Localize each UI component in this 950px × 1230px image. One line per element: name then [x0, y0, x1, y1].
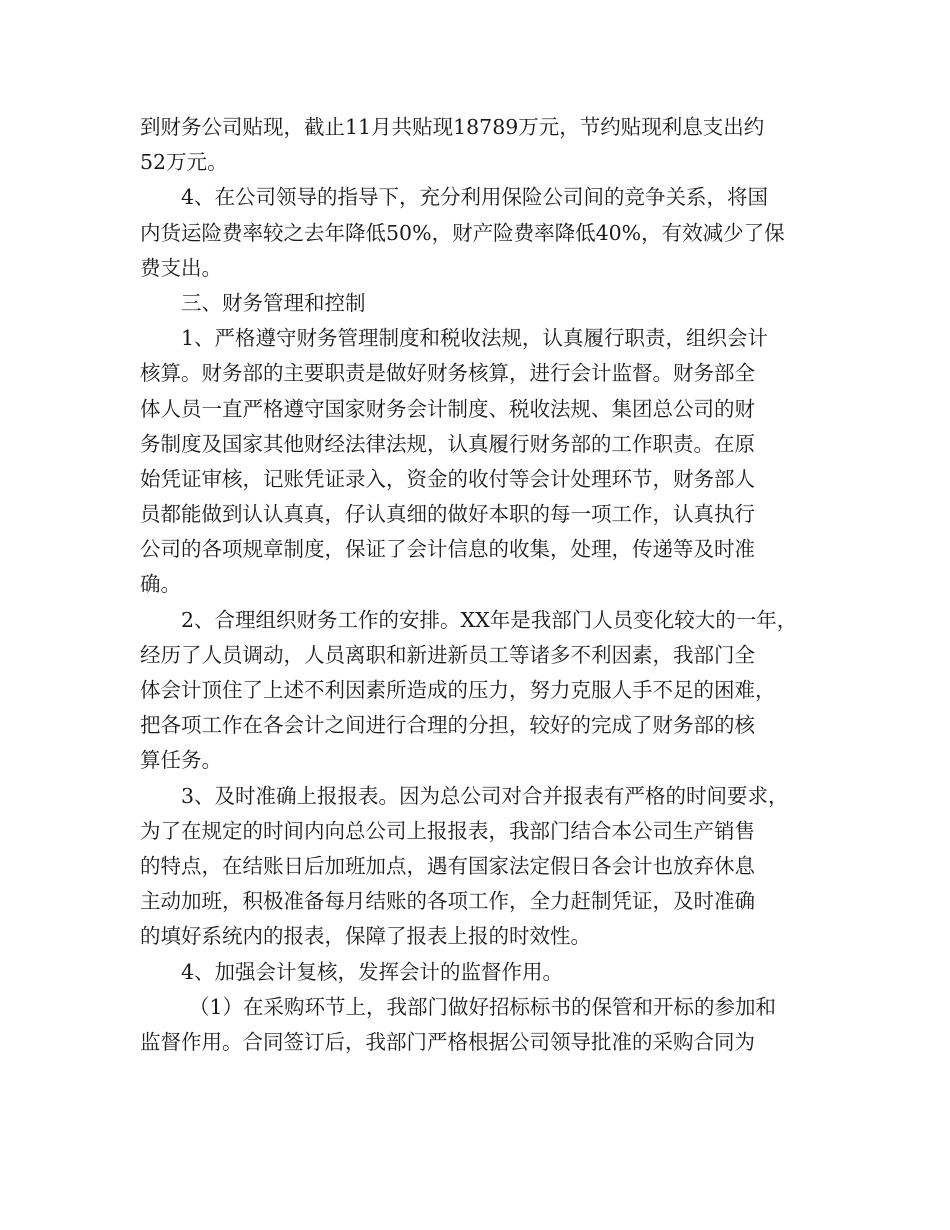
document-body: [140, 110, 825, 1060]
text-line: 52万元。: [140, 150, 228, 175]
section-heading-3: [140, 286, 825, 321]
text-line: 主动加班，积极准备每月结账的各项工作，全力赶制凭证，及时准确: [140, 889, 755, 914]
text-line: 公司的各项规章制度，保证了会计信息的收集，处理，传递等及时准: [140, 537, 755, 562]
text-line: 确。: [140, 572, 181, 597]
paragraph-item-4-insurance: [140, 180, 825, 286]
paragraph-item-4-review: [140, 955, 825, 990]
paragraph-item-2-organization: [140, 603, 825, 779]
heading-text: 三、财务管理和控制: [181, 290, 366, 315]
text-line: 为了在规定的时间内向总公司上报报表，我部门结合本公司生产销售: [140, 818, 755, 843]
text-line: 体人员一直严格遵守国家财务会计制度、税收法规、集团总公司的财: [140, 396, 755, 421]
text-line: 费支出。: [140, 255, 222, 280]
text-line: 体会计顶住了上述不利因素所造成的压力，努力克服人手不足的困难，: [140, 678, 776, 702]
text-line: 4、加强会计复核，发挥会计的监督作用。: [181, 959, 564, 984]
text-line: 务制度及国家其他财经法律法规，认真履行财务部的工作职责。在原: [140, 431, 755, 456]
paragraph-continuation: [140, 110, 825, 180]
paragraph-item-3-reporting: [140, 779, 825, 955]
text-line: 的填好系统内的报表，保障了报表上报的时效性。: [140, 924, 591, 949]
text-line: 1、严格遵守财务管理制度和税收法规，认真履行职责，组织会计: [181, 326, 769, 351]
text-line: 把各项工作在各会计之间进行合理的分担，较好的完成了财务部的核: [140, 713, 755, 738]
text-line: 到财务公司贴现，截止11月共贴现18789万元，节约贴现利息支出约: [140, 115, 765, 139]
text-line: 2、合理组织财务工作的安排。XX年是我部门人员变化较大的一年，: [181, 607, 798, 632]
text-line: 算任务。: [140, 748, 222, 773]
text-line: 始凭证审核，记账凭证录入，资金的收付等会计处理环节，财务部人: [140, 466, 755, 491]
text-line: 内货运险费率较之去年降低50%，财产险费率降低40%，有效减少了保: [140, 220, 785, 245]
text-line: 3、及时准确上报报表。因为总公司对合并报表有严格的时间要求，: [181, 783, 789, 808]
text-line: 的特点，在结账日后加班加点，遇有国家法定假日各会计也放弃休息: [140, 853, 755, 878]
text-line: 经历了人员调动，人员离职和新进新员工等诸多不利因素，我部门全: [140, 642, 755, 667]
text-line: （1）在采购环节上，我部门做好招标标书的保管和开标的参加和: [189, 994, 777, 1019]
text-line: 核算。财务部的主要职责是做好财务核算，进行会计监督。财务部全: [140, 361, 755, 386]
paragraph-subitem-1-procurement: [140, 990, 825, 1060]
text-line: 员都能做到认认真真，仔认真细的做好本职的每一项工作，认真执行: [140, 502, 755, 527]
text-line: 监督作用。合同签订后，我部门严格根据公司领导批准的采购合同为: [140, 1029, 755, 1054]
paragraph-item-1-compliance: [140, 321, 825, 603]
text-line: 4、在公司领导的指导下，充分利用保险公司间的竞争关系，将国: [181, 185, 769, 210]
